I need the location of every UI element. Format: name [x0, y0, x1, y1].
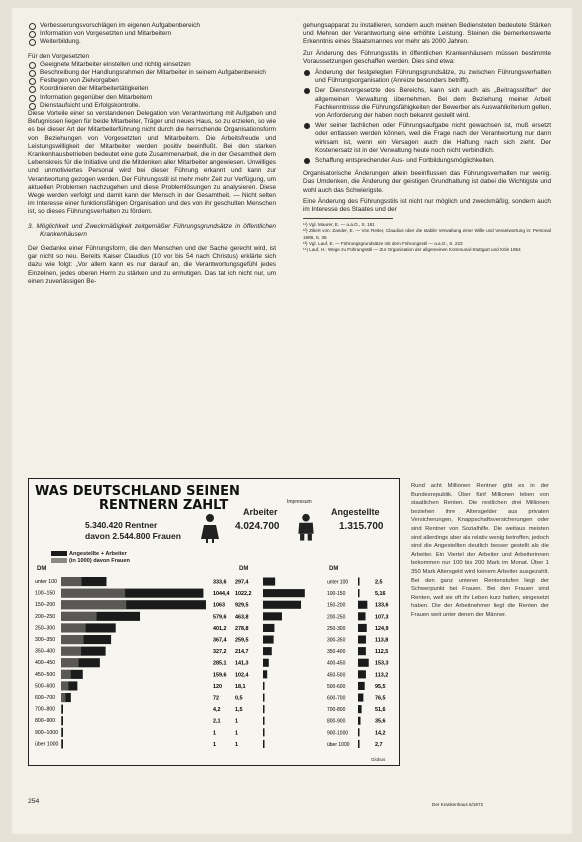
- list-item: Weiterbildung.: [28, 38, 276, 46]
- frauen-bar: [61, 612, 97, 621]
- arbeiter-total: 4.024.700: [235, 521, 280, 532]
- row-range-label: 400–450: [35, 660, 56, 667]
- angestellte-bar: [358, 647, 366, 655]
- frauen-bar: [61, 716, 62, 725]
- scale-range-label: 150-200: [327, 602, 346, 609]
- angestellte-value: 113,8: [375, 637, 389, 644]
- total-value: 285,1: [213, 660, 227, 667]
- scale-range-label: 100-150: [327, 591, 346, 598]
- angestellte-bar: [358, 705, 362, 713]
- row-range-label: 450–500: [35, 671, 56, 678]
- list-item: Wer seiner fachlichen oder Führungsaufgabe nicht gewachsen ist, muß ersetzt oder entlassen werden können, weil die Frage nach der Verantwortung nur dann wirksam ist, wenn ein Versagen auch die Haftung nach sich zieht. Der Kostenersatz ist in der Verwaltung heute noch nicht verbindlich.: [303, 122, 551, 155]
- list-item: Geeignete Mitarbeiter einstellen und richtig einsetzen: [28, 61, 276, 69]
- row-range-label: 700–800: [35, 706, 56, 713]
- frauen-bar: [61, 670, 71, 679]
- row-range-label: unter 100: [35, 579, 57, 585]
- paragraph-delegation: Diese Vorteile einer so verstandenen Delegation von Verantwortung mit Aufgaben und Befugnissen liegen für beide Mitarbeiter, Träger und neues Haus, so zu erzielen, so wie es bei dieser Art der Mitarbeiterführung nicht durch die herrschende Organisationsform von Beziehungen von Vorgesetzten und Mitarbeitern. Die Arbeitsfreude und Leistungswilligkeit der Mitarbeiter werden positiv beeinflußt. Bei den starken Krankenhausbetrieben bedeutet eine gute Zusammenarbeit, die in der Gesamtheit dem Lebenskreis für die Initiative und die Mitdenken aller Mitarbeiter angewiesen. Unwilliges und unmotiviertes Personal wird bei dieser Führung erkannt und kann zur Verantwortung gezogen werden. Der Führungsstil ist mehr mehr Zeit zur Verfügung, um aktuellen Problemen nachzugehen und diese Problemlösungen zu analysieren. Diese Wege werden verfolgt und damit kann der Mensch in der Gesamtheit. — Nicht selten im Interesse einer funktionsfähigen Organisation und des von ihr geschulten Menschen ist, so dieses Führungsverhalten zu fördern.: [28, 110, 276, 216]
- arbeiter-bar: [263, 659, 269, 667]
- total-value: 327,2: [213, 649, 227, 656]
- arbeiter-value: 141,3: [235, 660, 249, 667]
- arbeiter-value: 1: [235, 730, 238, 737]
- row-range-label: 300–350: [35, 637, 56, 643]
- footnote: ¹¹) Vgl. Maurer, E. — a.a.O., S. 181: [303, 222, 375, 228]
- angestellte-bar: [358, 612, 366, 620]
- list-item: Dienstaufsicht und Erfolgskontrolle.: [28, 102, 276, 110]
- angestellte-bar: [358, 728, 360, 736]
- rentner-total: 5.340.420 Rentner: [85, 520, 158, 530]
- heading-vorgesetzte: Für den Vorgesetzten: [28, 52, 90, 60]
- bullet-list-vorgesetzte: [28, 61, 276, 110]
- arbeiter-bar: [263, 694, 265, 702]
- row-range-label: 100–150: [35, 590, 56, 597]
- arbeiter-value: 214,7: [235, 649, 249, 656]
- total-value: 1: [213, 741, 216, 748]
- arbeiter-bar: [263, 624, 274, 632]
- angestellte-value: 107,3: [375, 614, 389, 621]
- angestellte-bar: [358, 624, 367, 632]
- total-value: 4,2: [213, 707, 221, 714]
- total-value: 333,6: [213, 579, 227, 586]
- arbeiter-bar: [263, 578, 275, 586]
- scale-range-label: 250-300: [327, 625, 346, 632]
- infographic-caption: Rund acht Millionen Rentner gibt es in der Bundesrepublik. Über fünf Millionen leben von staatlichen Renten. Die restlichen drei Millionen beziehen ihre Altersgelder aus privaten Versicherungen, Knappschaftsversicherungen oder sind Rentner von Sozialhilfe. Die weitaus meisten sind allerdings aber als relativ wenig betroffen, jedoch sind die Angestellten deutlich besser gestellt als die Arbeiter. Ein Viertel der Arbeiter und Arbeiterinnen bekommen nur 100 bis 200 Mark im Monat. Über 1 350 Mark Altersgeld wird keinem Arbeiter ausgezahlt. Bei den ganz unteren Rentenstufen liegt der Schwerpunkt bei Frauen. Bei den Frauen sind Renten, weil sie oft ihr Leben kurz hatten, eingesetzt haben. Die der Arbeitnehmer liegt die Renten der Frauen weit unter denen der Männer.: [411, 483, 549, 618]
- arbeiter-title: Arbeiter: [243, 507, 278, 517]
- scale-range-label: 700-800: [327, 707, 346, 714]
- row-range-label: 500–600: [35, 683, 56, 690]
- impressum: Impressum: [287, 499, 312, 505]
- bullet-list-requirements: [303, 69, 551, 165]
- footnote: ¹²) Zitiert von: Zander, E. — Von Reiter, Claudius über die stabile Verwaltung einer Wille und Verantwortung in: Personal 1989, S. 35: [303, 228, 551, 240]
- footnote-rule: [303, 218, 393, 219]
- scale-range-label: 400-450: [327, 660, 346, 667]
- list-item: Schaffung entsprechender Aus- und Fortbildungsmöglichkeiten.: [303, 157, 551, 165]
- arbeiter-value: 463,8: [235, 614, 249, 621]
- frauen-bar: [61, 577, 81, 586]
- angestellte-value: 51,6: [375, 707, 386, 714]
- total-value: 579,6: [213, 614, 227, 621]
- list-item: Festlegen von Zielvorgaben: [28, 77, 276, 85]
- angestellte-bar: [358, 670, 366, 678]
- infographic-title-line2: RENTNERN ZAHLT: [99, 498, 229, 513]
- list-item: Der Dienstvorgesetzte des Bereichs, kann sich auch als „Beitragsstifter“ der allgemeinen Verwaltung übernehmen. Bei dem Beziehung meiner Arbeit Fachkenntnisse die Führungsfähigkeiten der Bewerber als Auswahlkriterium gelten, von Anforderung der haben noch bekannt gestellt wird.: [303, 87, 551, 120]
- footnote: ¹³) Vgl. Lauf, E. — Führungsgrundsätze mit dem Führungsstil — a.a.O., S. 223: [303, 240, 463, 246]
- section-heading: 3. Möglichkeit und Zweckmäßigkeit zeitgemäßer Führungsgrundsätze in öffentlichen Krankenhäusern: [28, 222, 276, 238]
- frauen-bar: [61, 728, 62, 737]
- list-item: Änderung der festgelegten Führungsgrundsätze, zu zwischen Führungsverhalten und Führungsorganisation (Anreize besonders betrifft).: [303, 69, 551, 85]
- scale-range-label: unter 100: [327, 579, 349, 586]
- frauen-bar: [61, 681, 68, 690]
- row-range-label: 900–1000: [35, 729, 59, 736]
- angestellte-bar: [358, 740, 360, 748]
- angestellte-value: 35,6: [375, 718, 386, 725]
- arbeiter-value: 1: [235, 741, 238, 748]
- total-value: 72: [213, 695, 219, 702]
- arbeiter-bar: [263, 717, 265, 725]
- scale-range-label: 800-900: [327, 718, 346, 725]
- frauen-bar: [61, 647, 81, 656]
- list-item: Verbesserungsvorschlägen im eigenen Aufgabenbereich: [28, 22, 276, 30]
- frauen-bar: [61, 600, 126, 609]
- angestellte-bar: [358, 578, 360, 586]
- angestellte-value: 2,7: [375, 741, 383, 748]
- total-value: 2,1: [213, 718, 221, 725]
- scale-range-label: über 1000: [327, 741, 350, 748]
- total-value: 120: [213, 683, 222, 690]
- total-value: 367,4: [213, 637, 227, 644]
- arbeiter-value: 1: [235, 718, 238, 725]
- arbeiter-value: 102,4: [235, 672, 249, 679]
- arbeiter-bar: [263, 728, 265, 736]
- list-item: Information gegenüber den Mitarbeitern: [28, 94, 276, 102]
- row-range-label: 200–250: [35, 613, 56, 620]
- paragraph-intro: Zur Änderung des Führungsstils in öffentlichen Krankenhäusern müssen bestimmte Voraussetzungen geschaffen werden. Dies sind etwa:: [303, 49, 551, 65]
- scale-range-label: 200-250: [327, 614, 346, 621]
- footnote: ¹⁴) Lauf, H.: Wege zu Führungsstil — Zur Organisation der allgemeinen Kommunal-Stuttgart und Köln 1954: [303, 247, 521, 253]
- arbeiter-bar: [263, 612, 282, 620]
- arbeiter-value: 259,5: [235, 637, 249, 644]
- arbeiter-bar: [263, 740, 265, 748]
- scale-range-label: 450-500: [327, 672, 346, 679]
- row-range-label: über 1000: [35, 741, 59, 748]
- list-item: Koordinieren der Mitarbeitertätigkeiten: [28, 85, 276, 93]
- right-column: [303, 22, 551, 253]
- row-range-label: 150–200: [35, 602, 56, 609]
- scale-range-label: 600-700: [327, 695, 346, 702]
- journal-citation: Der Krankenhaus 6/1972: [432, 802, 484, 807]
- arbeiter-bar: [263, 589, 305, 597]
- paragraph-final: Eine Änderung des Führungsstils ist nicht nur möglich und zweckmäßig, sondern auch im Interesse des Staates und der: [303, 197, 551, 214]
- angestellte-bar: [358, 636, 366, 644]
- legend-label-frauen: (in 1000) davon Frauen: [69, 557, 130, 564]
- arbeiter-value: 929,5: [235, 602, 249, 609]
- angestellte-total: 1.315.700: [339, 521, 384, 532]
- frauen-bar: [61, 705, 62, 714]
- bullet-list-top: [28, 22, 276, 47]
- arbeiter-bar: [263, 682, 265, 690]
- frauen-bar: [61, 635, 84, 644]
- left-column: [28, 22, 276, 286]
- rentner-frauen: davon 2.544.800 Frauen: [85, 531, 181, 541]
- arbeiter-bar: [263, 601, 301, 609]
- total-value: 401,2: [213, 625, 227, 632]
- footnotes: [303, 222, 551, 253]
- paragraph-top: gehungsapparat zu installieren, sondern auch meinen Bediensteten bedeutete Stärken und Mehren der Verantwortung eine erhöhte Leistung. Steinen die bemerkenswerte Erkenntnis eines Staatsmannes vor mehr als 2000 Jahren.: [303, 22, 551, 46]
- arbeiter-value: 297,4: [235, 579, 249, 586]
- arbeiter-value: 0,5: [235, 695, 243, 702]
- infographic-title-line1: WAS DEUTSCHLAND SEINEN: [35, 484, 240, 499]
- row-range-label: 250–300: [35, 625, 56, 632]
- list-item: Information von Vorgesetzten und Mitarbeitern: [28, 30, 276, 38]
- scale-range-label: 900-1000: [327, 730, 349, 737]
- total-value: 1063: [213, 602, 225, 609]
- scale-range-label: 350-400: [327, 649, 346, 656]
- angestellte-value: 153,3: [375, 660, 389, 667]
- angestellte-bar: [358, 694, 363, 702]
- text-columns: [28, 22, 551, 390]
- angestellte-bar: [358, 682, 365, 690]
- arbeiter-bar: [263, 647, 272, 655]
- angestellte-title: Angestellte: [331, 507, 380, 517]
- row-range-label: 350–400: [35, 648, 56, 655]
- rentner-rows: [29, 479, 400, 766]
- angestellte-value: 113,2: [375, 672, 389, 679]
- angestellte-value: 95,5: [375, 683, 386, 690]
- angestellte-value: 133,6: [375, 602, 389, 609]
- frauen-bar: [61, 739, 62, 748]
- dm-label-angestellte: DM: [329, 566, 339, 572]
- angestellte-bar: [358, 659, 369, 667]
- arbeiter-bar: [263, 705, 265, 713]
- arbeiter-value: 18,1: [235, 683, 246, 690]
- frauen-bar: [61, 589, 125, 598]
- frauen-bar: [61, 658, 78, 667]
- scale-range-label: 300-350: [327, 637, 346, 644]
- source-label: Globus: [371, 757, 386, 762]
- frauen-bar: [61, 623, 86, 632]
- paragraph-claudius: Der Gedanke einer Führungsform, die den Menschen und der Sache gerecht wird, ist gar nicht so neu. Bereits Kaiser Claudius (10 vor bis 54 nach Christus) erklärte sich dazu wie folgt: „Vor allem kann es nur darauf an, die Verantwortungsgefühl jedes Einzelnen, jedes oberen Herrn zu stärken und zu ermutigen. Das tat ich nicht nur, um einen zuverlässigen Be-: [28, 245, 276, 285]
- total-value: 1044,4: [213, 591, 230, 598]
- angestellte-value: 112,5: [375, 649, 389, 656]
- arbeiter-value: 1,5: [235, 707, 243, 714]
- arbeiter-bar: [263, 670, 267, 678]
- legend-label-total: Angestellte + Arbeiter: [69, 551, 127, 557]
- arbeiter-bar: [263, 636, 274, 644]
- list-item: Beschreibung der Handlungsrahmen der Mitarbeiter in seinem Aufgabenbereich: [28, 69, 276, 77]
- paragraph-organisation: Organisatorische Änderungen allein beeinflussen das Führungsverhalten nur wenig. Das Umdenken, die Änderung der geistigen Grundhaltung ist dabei die Wichtigste und wohl auch das Schwierigste.: [303, 170, 551, 194]
- dm-label-arbeiter: DM: [239, 566, 249, 572]
- total-value: 159,6: [213, 672, 227, 679]
- arbeiter-value: 1022,2: [235, 591, 252, 598]
- rentner-infographic: [28, 478, 400, 766]
- frauen-bar: [61, 693, 65, 702]
- angestellte-bar: [358, 601, 367, 609]
- angestellte-bar: [358, 589, 360, 597]
- angestellte-value: 76,5: [375, 695, 386, 702]
- row-range-label: 600–700: [35, 695, 56, 701]
- arbeiter-value: 278,8: [235, 625, 249, 632]
- scale-range-label: 500-600: [327, 683, 346, 690]
- dm-label-left: DM: [37, 566, 47, 572]
- angestellte-value: 5,16: [375, 591, 386, 598]
- total-value: 1: [213, 730, 216, 737]
- angestellte-value: 2,5: [375, 579, 383, 586]
- page-number: 254: [28, 798, 40, 805]
- angestellte-bar: [358, 717, 360, 725]
- angestellte-value: 14,2: [375, 730, 386, 737]
- angestellte-value: 124,9: [375, 625, 389, 632]
- row-range-label: 800–900: [35, 718, 56, 725]
